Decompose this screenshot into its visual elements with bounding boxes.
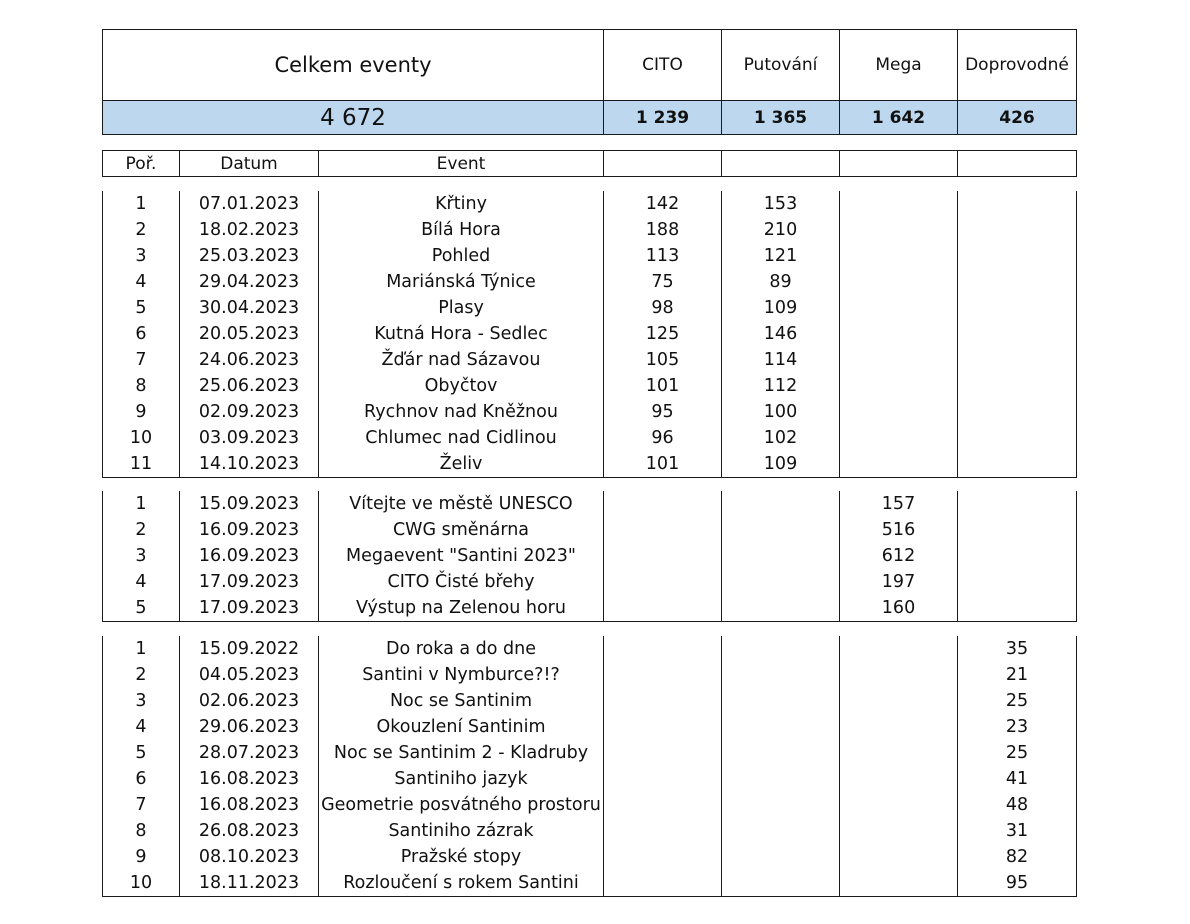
- row-cito: [604, 870, 722, 897]
- row-cito: [604, 740, 722, 766]
- row-putovani: 121: [722, 243, 840, 269]
- row-mega: [840, 740, 958, 766]
- row-number: 7: [103, 347, 180, 373]
- row-cito: [604, 714, 722, 740]
- row-putovani: [722, 870, 840, 897]
- row-event: Mariánská Týnice: [319, 269, 604, 295]
- row-event: Pražské stopy: [319, 844, 604, 870]
- row-doprovodne: [958, 451, 1077, 478]
- row-number: 8: [103, 818, 180, 844]
- row-number: 4: [103, 269, 180, 295]
- row-event: CWG směnárna: [319, 517, 604, 543]
- row-putovani: [722, 792, 840, 818]
- row-date: 07.01.2023: [180, 191, 319, 217]
- table-row: [103, 269, 1077, 295]
- row-cito: 101: [604, 451, 722, 478]
- row-putovani: 89: [722, 269, 840, 295]
- row-cito: [604, 517, 722, 543]
- row-doprovodne: [958, 569, 1077, 595]
- row-cito: 75: [604, 269, 722, 295]
- row-number: 8: [103, 373, 180, 399]
- table-row: [103, 844, 1077, 870]
- row-date: 08.10.2023: [180, 844, 319, 870]
- row-event: Noc se Santinim: [319, 688, 604, 714]
- row-date: 18.02.2023: [180, 217, 319, 243]
- row-putovani: 146: [722, 321, 840, 347]
- row-cito: [604, 844, 722, 870]
- row-mega: [840, 662, 958, 688]
- column-header-empty: [840, 151, 958, 177]
- row-event: Plasy: [319, 295, 604, 321]
- row-cito: 142: [604, 191, 722, 217]
- row-event: Pohled: [319, 243, 604, 269]
- row-putovani: [722, 844, 840, 870]
- row-cito: 105: [604, 347, 722, 373]
- table-row: [103, 792, 1077, 818]
- row-number: 1: [103, 491, 180, 517]
- row-doprovodne: 35: [958, 636, 1077, 662]
- table-row: [103, 217, 1077, 243]
- row-doprovodne: 21: [958, 662, 1077, 688]
- header-cito: CITO: [604, 30, 722, 101]
- row-putovani: [722, 688, 840, 714]
- row-cito: [604, 662, 722, 688]
- row-number: 5: [103, 295, 180, 321]
- table-row: [103, 373, 1077, 399]
- row-putovani: [722, 569, 840, 595]
- column-header-order: Poř.: [103, 151, 180, 177]
- column-header-empty: [604, 151, 722, 177]
- column-header-date: Datum: [180, 151, 319, 177]
- row-number: 10: [103, 870, 180, 897]
- row-date: 16.08.2023: [180, 766, 319, 792]
- row-date: 03.09.2023: [180, 425, 319, 451]
- row-event: Žďár nad Sázavou: [319, 347, 604, 373]
- row-number: 4: [103, 569, 180, 595]
- row-cito: [604, 595, 722, 622]
- row-number: 2: [103, 662, 180, 688]
- row-mega: [840, 451, 958, 478]
- row-doprovodne: 82: [958, 844, 1077, 870]
- row-doprovodne: [958, 243, 1077, 269]
- row-putovani: [722, 714, 840, 740]
- row-number: 1: [103, 191, 180, 217]
- doprovodne-events-table: [102, 636, 1077, 897]
- column-header-table: [102, 150, 1077, 177]
- row-doprovodne: [958, 269, 1077, 295]
- column-header-empty: [958, 151, 1077, 177]
- row-number: 3: [103, 543, 180, 569]
- row-doprovodne: 48: [958, 792, 1077, 818]
- row-event: Megaevent "Santini 2023": [319, 543, 604, 569]
- table-row: [103, 517, 1077, 543]
- table-row: [103, 662, 1077, 688]
- row-doprovodne: 41: [958, 766, 1077, 792]
- row-doprovodne: [958, 543, 1077, 569]
- row-putovani: 109: [722, 295, 840, 321]
- row-number: 3: [103, 243, 180, 269]
- row-putovani: [722, 595, 840, 622]
- total-cito: 1 239: [604, 101, 722, 135]
- mega-events-table: [102, 491, 1077, 622]
- row-doprovodne: [958, 295, 1077, 321]
- total-mega: 1 642: [840, 101, 958, 135]
- row-date: 17.09.2023: [180, 595, 319, 622]
- row-putovani: 109: [722, 451, 840, 478]
- row-date: 14.10.2023: [180, 451, 319, 478]
- row-doprovodne: [958, 425, 1077, 451]
- row-event: Želiv: [319, 451, 604, 478]
- row-cito: 95: [604, 399, 722, 425]
- table-row: [103, 766, 1077, 792]
- row-date: 02.09.2023: [180, 399, 319, 425]
- row-cito: [604, 491, 722, 517]
- row-date: 16.09.2023: [180, 517, 319, 543]
- row-cito: [604, 688, 722, 714]
- row-number: 1: [103, 636, 180, 662]
- row-event: Santini v Nymburce?!?: [319, 662, 604, 688]
- row-doprovodne: 31: [958, 818, 1077, 844]
- row-number: 9: [103, 399, 180, 425]
- row-doprovodne: [958, 517, 1077, 543]
- row-number: 5: [103, 740, 180, 766]
- row-event: Obyčtov: [319, 373, 604, 399]
- row-cito: [604, 792, 722, 818]
- row-event: Kutná Hora - Sedlec: [319, 321, 604, 347]
- row-date: 16.09.2023: [180, 543, 319, 569]
- row-cito: [604, 543, 722, 569]
- row-mega: 160: [840, 595, 958, 622]
- row-doprovodne: [958, 399, 1077, 425]
- row-cito: 125: [604, 321, 722, 347]
- row-number: 9: [103, 844, 180, 870]
- row-doprovodne: 25: [958, 740, 1077, 766]
- row-date: 17.09.2023: [180, 569, 319, 595]
- table-row: [103, 740, 1077, 766]
- row-cito: [604, 766, 722, 792]
- row-mega: [840, 714, 958, 740]
- row-putovani: [722, 662, 840, 688]
- row-number: 4: [103, 714, 180, 740]
- summary-title: Celkem eventy: [103, 30, 604, 101]
- row-date: 18.11.2023: [180, 870, 319, 897]
- row-cito: [604, 636, 722, 662]
- row-doprovodne: [958, 595, 1077, 622]
- row-mega: [840, 844, 958, 870]
- cito-events-table: [102, 191, 1077, 478]
- column-header-row: [103, 151, 1077, 177]
- row-mega: [840, 870, 958, 897]
- row-putovani: [722, 740, 840, 766]
- table-row: [103, 399, 1077, 425]
- header-putovani: Putování: [722, 30, 840, 101]
- row-mega: 157: [840, 491, 958, 517]
- row-number: 6: [103, 321, 180, 347]
- row-event: Okouzlení Santinim: [319, 714, 604, 740]
- summary-table: [102, 29, 1077, 135]
- row-date: 16.08.2023: [180, 792, 319, 818]
- row-date: 15.09.2022: [180, 636, 319, 662]
- row-number: 10: [103, 425, 180, 451]
- row-mega: [840, 295, 958, 321]
- row-event: Santiniho zázrak: [319, 818, 604, 844]
- table-row: [103, 595, 1077, 622]
- row-cito: 96: [604, 425, 722, 451]
- row-cito: 98: [604, 295, 722, 321]
- row-event: Santiniho jazyk: [319, 766, 604, 792]
- row-doprovodne: 25: [958, 688, 1077, 714]
- table-row: [103, 714, 1077, 740]
- row-doprovodne: [958, 373, 1077, 399]
- row-date: 30.04.2023: [180, 295, 319, 321]
- row-doprovodne: [958, 491, 1077, 517]
- row-event: Rozloučení s rokem Santini: [319, 870, 604, 897]
- row-doprovodne: 23: [958, 714, 1077, 740]
- row-date: 20.05.2023: [180, 321, 319, 347]
- row-date: 24.06.2023: [180, 347, 319, 373]
- row-doprovodne: 95: [958, 870, 1077, 897]
- row-mega: 516: [840, 517, 958, 543]
- row-putovani: 112: [722, 373, 840, 399]
- row-date: 25.06.2023: [180, 373, 319, 399]
- row-putovani: 210: [722, 217, 840, 243]
- table-row: [103, 243, 1077, 269]
- row-mega: [840, 425, 958, 451]
- row-cito: 113: [604, 243, 722, 269]
- row-event: Vítejte ve městě UNESCO: [319, 491, 604, 517]
- row-putovani: [722, 517, 840, 543]
- row-event: CITO Čisté břehy: [319, 569, 604, 595]
- row-mega: [840, 243, 958, 269]
- row-mega: 197: [840, 569, 958, 595]
- row-putovani: [722, 766, 840, 792]
- table-row: [103, 425, 1077, 451]
- summary-header-row: [103, 30, 1077, 101]
- grand-total: 4 672: [103, 101, 604, 135]
- row-date: 26.08.2023: [180, 818, 319, 844]
- table-row: [103, 491, 1077, 517]
- table-row: [103, 191, 1077, 217]
- row-number: 7: [103, 792, 180, 818]
- row-event: Do roka a do dne: [319, 636, 604, 662]
- column-header-empty: [722, 151, 840, 177]
- row-putovani: 102: [722, 425, 840, 451]
- row-cito: [604, 818, 722, 844]
- row-event: Křtiny: [319, 191, 604, 217]
- row-date: 02.06.2023: [180, 688, 319, 714]
- row-mega: [840, 688, 958, 714]
- row-mega: [840, 636, 958, 662]
- row-cito: 188: [604, 217, 722, 243]
- table-row: [103, 569, 1077, 595]
- header-doprovodne: Doprovodné: [958, 30, 1077, 101]
- table-row: [103, 870, 1077, 897]
- row-mega: [840, 792, 958, 818]
- table-row: [103, 321, 1077, 347]
- row-mega: [840, 269, 958, 295]
- row-date: 28.07.2023: [180, 740, 319, 766]
- row-date: 29.06.2023: [180, 714, 319, 740]
- row-putovani: 153: [722, 191, 840, 217]
- row-event: Výstup na Zelenou horu: [319, 595, 604, 622]
- row-number: 3: [103, 688, 180, 714]
- row-mega: [840, 818, 958, 844]
- row-cito: 101: [604, 373, 722, 399]
- total-putovani: 1 365: [722, 101, 840, 135]
- row-cito: [604, 569, 722, 595]
- row-mega: [840, 321, 958, 347]
- row-date: 29.04.2023: [180, 269, 319, 295]
- row-number: 11: [103, 451, 180, 478]
- row-mega: [840, 347, 958, 373]
- row-event: Geometrie posvátného prostoru: [319, 792, 604, 818]
- row-mega: 612: [840, 543, 958, 569]
- row-doprovodne: [958, 347, 1077, 373]
- summary-totals-row: [103, 101, 1077, 135]
- table-row: [103, 295, 1077, 321]
- row-mega: [840, 373, 958, 399]
- row-event: Chlumec nad Cidlinou: [319, 425, 604, 451]
- row-number: 5: [103, 595, 180, 622]
- row-mega: [840, 217, 958, 243]
- table-row: [103, 818, 1077, 844]
- row-putovani: [722, 491, 840, 517]
- column-header-event: Event: [319, 151, 604, 177]
- row-doprovodne: [958, 321, 1077, 347]
- row-number: 6: [103, 766, 180, 792]
- row-date: 15.09.2023: [180, 491, 319, 517]
- table-row: [103, 347, 1077, 373]
- row-mega: [840, 399, 958, 425]
- row-date: 25.03.2023: [180, 243, 319, 269]
- table-row: [103, 451, 1077, 478]
- row-mega: [840, 766, 958, 792]
- row-event: Bílá Hora: [319, 217, 604, 243]
- row-doprovodne: [958, 217, 1077, 243]
- row-number: 2: [103, 217, 180, 243]
- row-event: Noc se Santinim 2 - Kladruby: [319, 740, 604, 766]
- row-doprovodne: [958, 191, 1077, 217]
- row-event: Rychnov nad Kněžnou: [319, 399, 604, 425]
- table-row: [103, 636, 1077, 662]
- row-mega: [840, 191, 958, 217]
- table-row: [103, 688, 1077, 714]
- row-number: 2: [103, 517, 180, 543]
- row-putovani: [722, 543, 840, 569]
- table-row: [103, 543, 1077, 569]
- row-putovani: [722, 636, 840, 662]
- header-mega: Mega: [840, 30, 958, 101]
- row-putovani: 114: [722, 347, 840, 373]
- row-date: 04.05.2023: [180, 662, 319, 688]
- row-putovani: 100: [722, 399, 840, 425]
- total-doprovodne: 426: [958, 101, 1077, 135]
- row-putovani: [722, 818, 840, 844]
